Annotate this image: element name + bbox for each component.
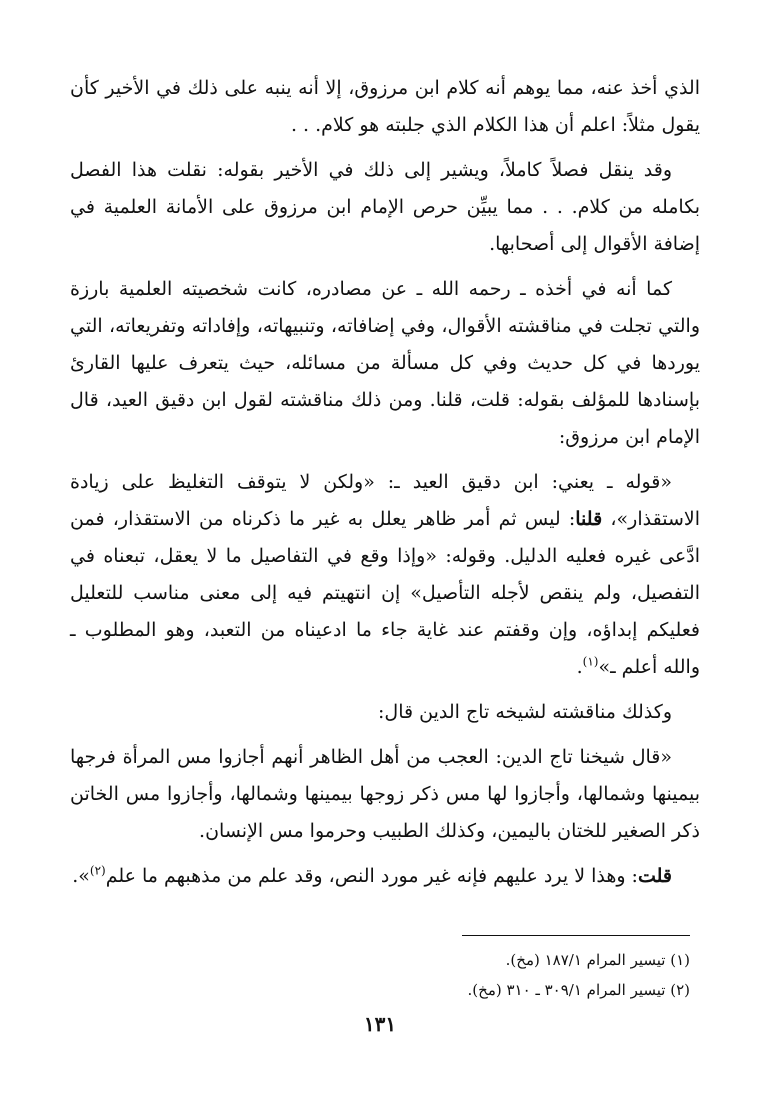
quote-end: .: [576, 656, 583, 678]
paragraph-5: وكذلك مناقشته لشيخه تاج الدين قال:: [378, 701, 672, 723]
paragraph-3: كما أنه في أخذه ـ رحمه الله ـ عن مصادره، كانت شخصيته العلمية بارزة والتي تجلت في مناقشته الأقوال، وفي إضافاته، وتنبيهاته، وإفاداته وتفريعاته، التي يوردها في كل حديث وفي كل مسألة من مسائله، حيث يتعرف عليها القارئ بإسنادها للمؤلف بقوله: قلت، قلنا. ومن ذلك مناقشته لقول ابن دقيق العيد، قال الإمام ابن مرزوق:: [70, 278, 700, 448]
page-number: ١٣١: [363, 1012, 397, 1036]
quote-body: : ليس ثم أمر ظاهر يعلل به غير ما ذكرناه من الاستقذار، فمن ادَّعى غيره فعليه الدليل. وقوله: «وإذا وقع في التفاصيل ما لا يعقل، تبعناه في التفصيل، ولم ينقص لأجله التأصيل» إن انتهيتم فيه إلى معنى مناسب للتعليل فعليكم إبداؤه، وإن وقفتم عند غاية جاء ما ادعيناه من التعبد، وهو المطلوب ـ والله أعلم ـ»: [70, 508, 700, 678]
quote-lead: «قوله ـ يعني: ابن دقيق العيد ـ: «ولكن لا يتوقف التغليظ على زيادة الاستقذار»،: [70, 471, 700, 530]
paragraph-2: وقد ينقل فصلاً كاملاً، ويشير إلى ذلك في الأخير بقوله: نقلت هذا الفصل بكامله من كلام. . . مما يبيِّن حرص الإمام ابن مرزوق على الأمانة العلمية في إضافة الأقوال إلى أصحابها.: [70, 159, 700, 255]
quote-qulna-label: قلنا: [575, 508, 603, 530]
paragraph-1: الذي أخذ عنه، مما يوهم أنه كلام ابن مرزوق، إلا أنه ينبه على ذلك في الأخير كأن يقول مثلاً: اعلم أن هذا الكلام الذي جلبته هو كلام. . .: [70, 77, 700, 136]
paragraph-7: [70, 858, 700, 895]
footnotes: [60, 945, 690, 1005]
footnote-divider: [462, 935, 690, 936]
paragraph-4-quote: [70, 464, 700, 686]
footnote-1: (١) تيسير المرام ١٨٧/١ (مخ).: [505, 951, 690, 969]
qultu-label: قلت: [637, 865, 672, 887]
paragraph-7-end: ».: [72, 865, 90, 887]
paragraph-7-body: : وهذا لا يرد عليهم فإنه غير مورد النص، وقد علم من مذهبهم ما علم: [105, 865, 638, 887]
footnote-2: (٢) تيسير المرام ٣٠٩/١ ـ ٣١٠ (مخ).: [467, 981, 690, 999]
page-body: [70, 70, 700, 903]
paragraph-6-quote: «قال شيخنا تاج الدين: العجب من أهل الظاهر أنهم أجازوا مس المرأة فرجها بيمينها وشمالها، وأجازوا لها مس ذكر زوجها بيمينها وشمالها، وأجازوا مس الخاتن ذكر الصغير للختان باليمين، وكذلك الطبيب وحرموا مس الإنسان.: [70, 746, 700, 842]
footnote-ref-1[interactable]: (١): [582, 654, 599, 669]
footnote-ref-2[interactable]: (٢): [89, 863, 106, 878]
